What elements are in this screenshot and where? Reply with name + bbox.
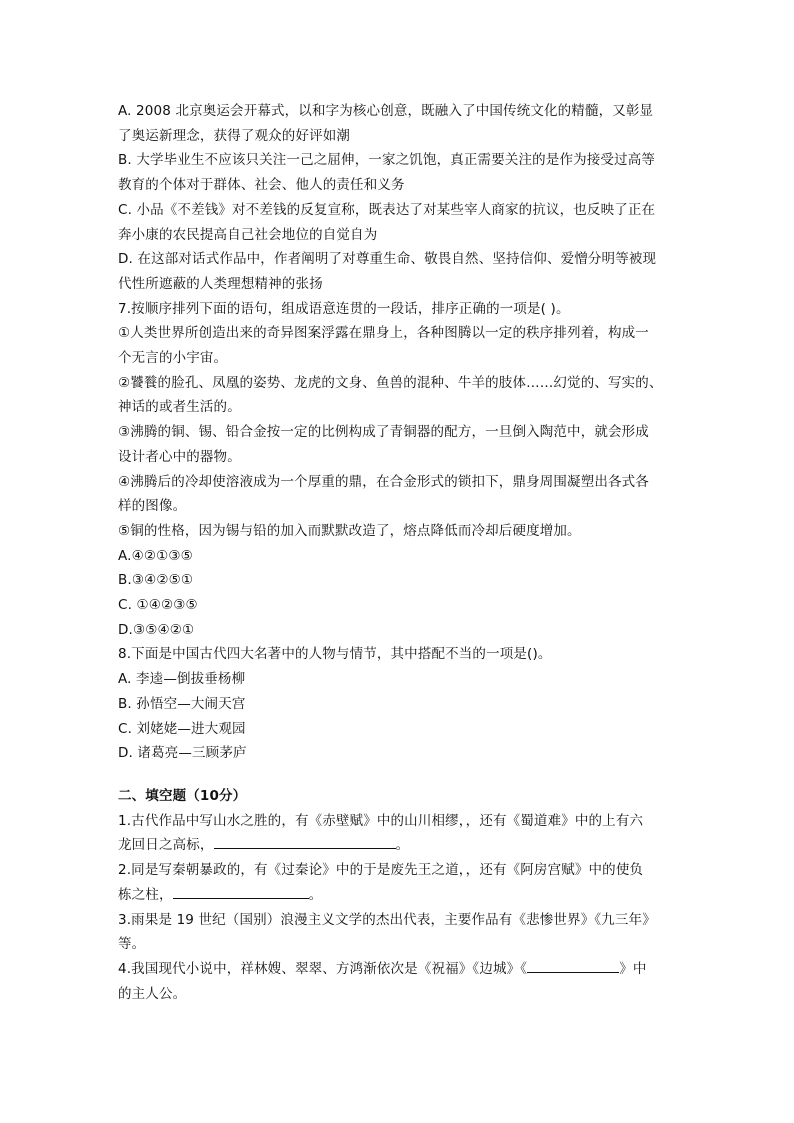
option-line: 奔小康的农民提高自己社会地位的自觉自为: [118, 226, 378, 243]
answer-blank[interactable]: [214, 833, 396, 849]
section-heading: 二、填空题（10分）: [118, 787, 247, 804]
sentence-line: 个无言的小宇宙。: [118, 350, 228, 367]
q6-option-d: [118, 247, 674, 296]
answer-blank[interactable]: [527, 957, 619, 973]
question-line: [118, 957, 674, 982]
option-line: [118, 148, 674, 173]
option-line: [118, 99, 674, 124]
sentence-2: [118, 371, 674, 420]
fill-question-1: [118, 809, 674, 858]
sentence-line: 设计者心中的器物。: [118, 448, 241, 465]
option-line: 代性所遮蔽的人类理想精神的张扬: [118, 275, 323, 292]
question-text: 。: [395, 837, 410, 854]
q7-option-c: C. ①④②③⑤: [118, 597, 198, 614]
question-text: 栋之柱，: [118, 886, 173, 903]
question-text: 。: [308, 886, 323, 903]
question-line: [118, 833, 674, 858]
q6-option-c: [118, 198, 674, 247]
option-text: 大学毕业生不应该只关注一己之屈伸，一家之饥饱，真正需要关注的是作为接受过高等: [136, 152, 656, 169]
question-line: [118, 883, 674, 908]
sentence-line: ②饕餮的脸孔、凤凰的姿势、龙虎的文身、鱼兽的混种、牛羊的肢体……幻觉的、写实的、: [118, 374, 663, 391]
sentence-line: 样的图像。: [118, 498, 187, 515]
document-page: [118, 99, 674, 1006]
sentence-1: [118, 321, 674, 370]
option-text: 在这部对话式作品中，作者阐明了对尊重生命、敬畏自然、坚持信仰、爱憎分明等被现: [137, 251, 657, 268]
q7-option-d: D.③⑤④②①: [118, 621, 195, 638]
question-line: 2.同是写秦朝暴政的，有《过秦论》中的于是废先王之道，，还有《阿房宫赋》中的使负: [118, 862, 644, 879]
question-line: 的主人公。: [118, 985, 187, 1002]
q6-option-a: [118, 99, 674, 148]
question-text: 4.我国现代小说中，祥林嫂、翠翠、方鸿渐依次是《祝福》《边城》《: [118, 960, 528, 977]
option-label: D.: [118, 251, 133, 268]
option-line: [118, 198, 674, 223]
question-line: 3.雨果是 19 世纪（国别）浪漫主义文学的杰出代表，主要作品有《悲惨世界》《九三年》: [118, 911, 656, 928]
option-text: 2008 北京奥运会开幕式，以和字为核心创意，既融入了中国传统文化的精髓，又彰显: [136, 103, 654, 119]
fill-question-3: [118, 908, 674, 957]
question-7: [118, 297, 674, 643]
sentence-5: [118, 519, 674, 544]
option-line: [118, 247, 674, 272]
q7-option-b: B.③④②⑤①: [118, 572, 194, 589]
q8-option-d: D. 诸葛亮—三顾茅庐: [118, 745, 247, 762]
sentence-line: 神话的或者生活的。: [118, 399, 241, 416]
question-8: [118, 642, 674, 766]
question-text: 龙回日之高标，: [118, 837, 214, 854]
fill-question-2: [118, 858, 674, 907]
q8-option-a: A. 李逵—倒拔垂杨柳: [118, 671, 246, 688]
q6-options: [118, 99, 674, 297]
fill-question-4: [118, 957, 674, 1006]
question-line: 等。: [118, 936, 146, 953]
option-label: C.: [118, 201, 133, 218]
section-spacer: [118, 766, 674, 784]
section-fill-in: [118, 784, 674, 1006]
sentence-line: ⑤铜的性格，因为锡与铅的加入而默默改造了，熔点降低而冷却后硬度增加。: [118, 522, 581, 539]
sentence-3: [118, 420, 674, 469]
option-label: B.: [118, 152, 132, 169]
question-stem: 7.按顺序排列下面的语句，组成语意连贯的一段话，排序正确的一项是( )。: [118, 300, 570, 317]
option-line: 了奥运新理念，获得了观众的好评如潮: [118, 127, 351, 144]
question-stem: 8.下面是中国古代四大名著中的人物与情节，其中搭配不当的一项是()。: [118, 646, 552, 663]
sentence-line: ③沸腾的铜、锡、铅合金按一定的比例构成了青铜器的配方，一旦倒入陶范中，就会形成: [118, 424, 649, 441]
question-line: 1.古代作品中写山水之胜的，有《赤壁赋》中的山川相缪，，还有《蜀道难》中的上有六: [118, 812, 644, 829]
question-text: 》中: [619, 960, 647, 977]
sentence-4: [118, 470, 674, 519]
option-label: A.: [118, 103, 132, 119]
option-line: 教育的个体对于群体、社会、他人的责任和义务: [118, 177, 405, 194]
q8-option-c: C. 刘姥姥—进大观园: [118, 720, 246, 737]
q6-option-b: [118, 148, 674, 197]
option-text: 小品《不差钱》对不差钱的反复宣称，既表达了对某些宰人商家的抗议，也反映了正在: [136, 201, 656, 218]
sentence-line: ④沸腾后的冷却使溶液成为一个厚重的鼎，在合金形式的锁扣下，鼎身周围凝塑出各式各: [118, 473, 649, 490]
q8-option-b: B. 孙悟空—大闹天宫: [118, 695, 246, 712]
answer-blank[interactable]: [173, 883, 309, 899]
sentence-line: ①人类世界所创造出来的奇异图案浮露在鼎身上，各种图腾以一定的秩序排列着，构成一: [118, 325, 649, 342]
q7-option-a: A.④②①③⑤: [118, 547, 193, 564]
